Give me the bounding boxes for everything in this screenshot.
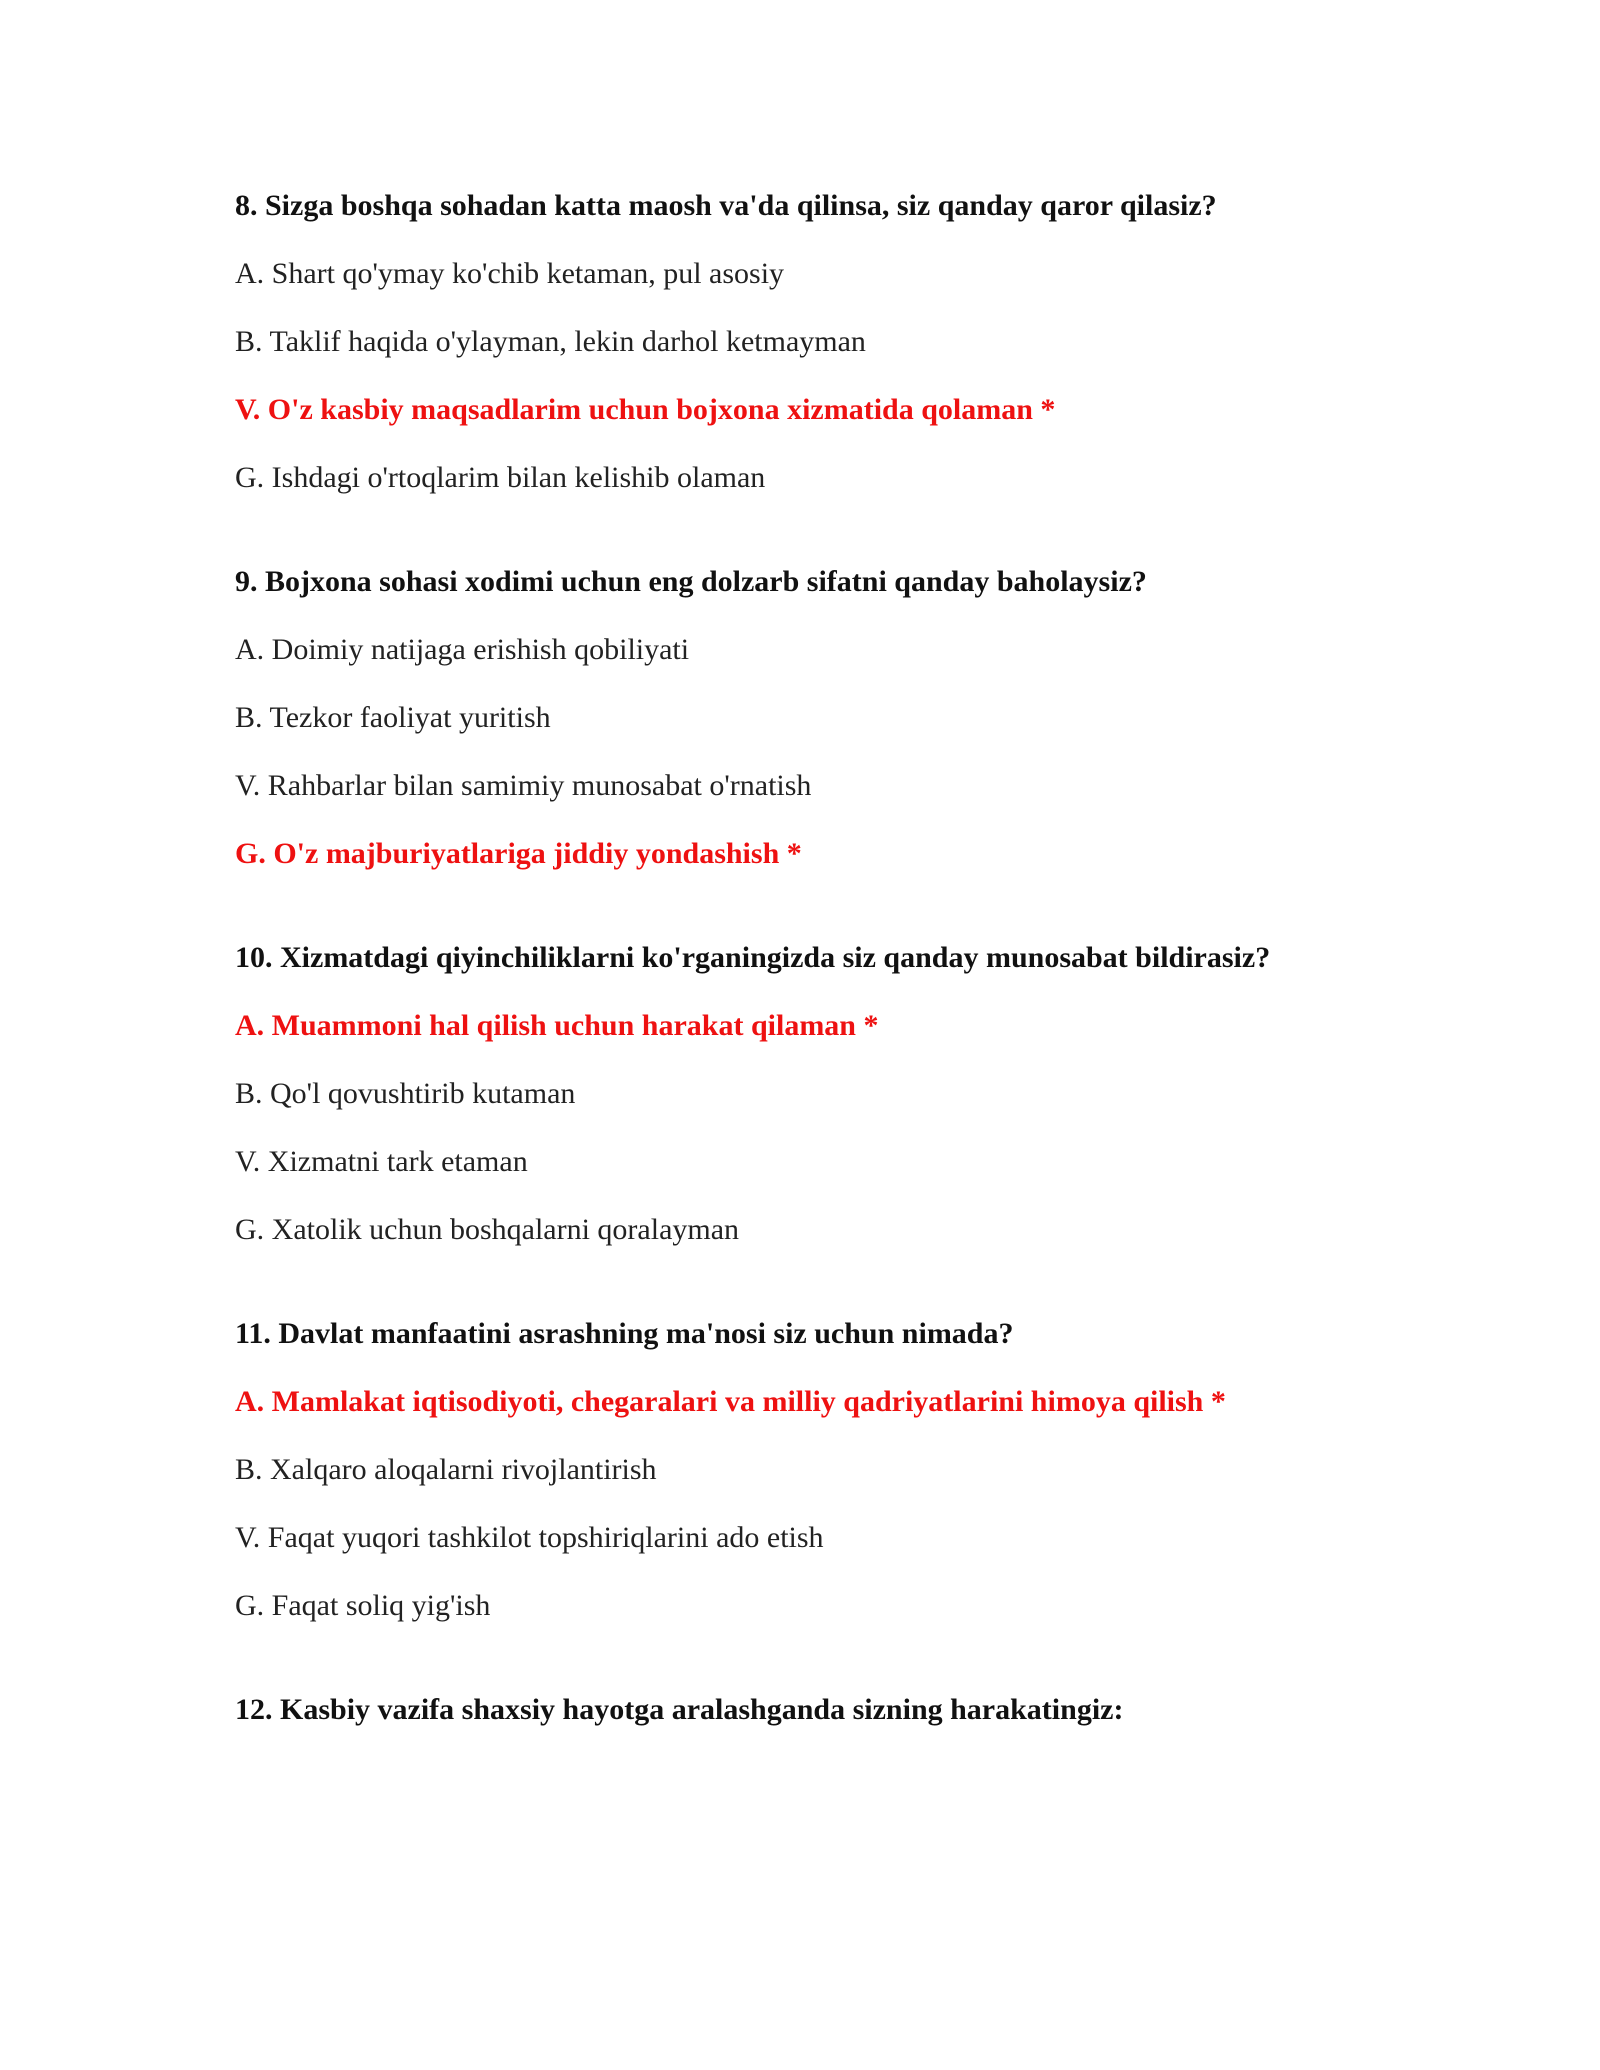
answer-option: A. Shart qo'ymay ko'chib ketaman, pul asosiy <box>235 257 785 290</box>
answer-option: V. Faqat yuqori tashkilot topshiriqlarini ado etish <box>235 1521 824 1554</box>
question-text: 12. Kasbiy vazifa shaxsiy hayotga aralashganda sizning harakatingiz: <box>235 1693 1124 1726</box>
question-text: 8. Sizga boshqa sohadan katta maosh va'da qilinsa, siz qanday qaror qilasiz? <box>235 189 1217 222</box>
answer-option: A. Doimiy natijaga erishish qobiliyati <box>235 633 690 666</box>
answer-option: V. Rahbarlar bilan samimiy munosabat o'rnatish <box>235 769 812 802</box>
question-text: 10. Xizmatdagi qiyinchiliklarni ko'rganingizda siz qanday munosabat bildirasiz? <box>235 941 1271 974</box>
answer-option: G. Xatolik uchun boshqalarni qoralayman <box>235 1213 740 1246</box>
answer-option: B. Xalqaro aloqalarni rivojlantirish <box>235 1453 657 1486</box>
correct-answer-option: V. O'z kasbiy maqsadlarim uchun bojxona xizmatida qolaman * <box>235 393 1056 426</box>
question-text: 9. Bojxona sohasi xodimi uchun eng dolzarb sifatni qanday baholaysiz? <box>235 565 1147 598</box>
answer-option: G. Faqat soliq yig'ish <box>235 1589 491 1622</box>
answer-option: B. Tezkor faoliyat yuritish <box>235 701 551 734</box>
answer-option: B. Taklif haqida o'ylayman, lekin darhol ketmayman <box>235 325 866 358</box>
question-block <box>235 562 1435 874</box>
answer-option: B. Qo'l qovushtirib kutaman <box>235 1077 576 1110</box>
answer-option: V. Xizmatni tark etaman <box>235 1145 528 1178</box>
correct-answer-option: A. Muammoni hal qilish uchun harakat qilaman * <box>235 1009 879 1042</box>
correct-answer-option: A. Mamlakat iqtisodiyoti, chegaralari va milliy qadriyatlarini himoya qilish * <box>235 1385 1226 1418</box>
question-text: 11. Davlat manfaatini asrashning ma'nosi siz uchun nimada? <box>235 1317 1014 1350</box>
question-block <box>235 1690 1435 1730</box>
correct-answer-option: G. O'z majburiyatlariga jiddiy yondashish * <box>235 837 802 870</box>
question-block <box>235 938 1435 1250</box>
answer-option: G. Ishdagi o'rtoqlarim bilan kelishib olaman <box>235 461 766 494</box>
question-block <box>235 1314 1435 1626</box>
quiz-content <box>235 186 1435 1758</box>
question-block <box>235 186 1435 498</box>
